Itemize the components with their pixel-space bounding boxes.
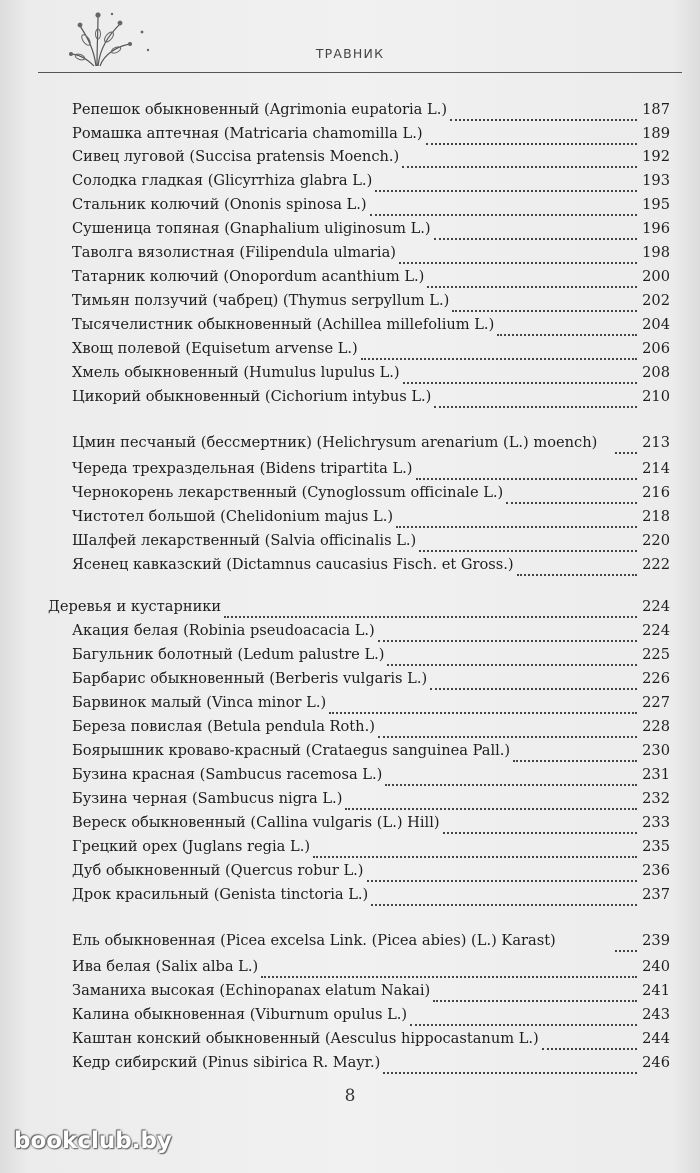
toc-entry-label: Дуб обыкновенный (Quercus robur L.) xyxy=(72,862,364,879)
dot-leader xyxy=(345,792,637,810)
toc-entry-page: 213 xyxy=(642,434,670,451)
toc-entry xyxy=(72,834,670,858)
toc-entry-label: Деревья и кустарники xyxy=(48,598,222,615)
toc-entry xyxy=(72,762,670,786)
dot-leader xyxy=(383,1056,637,1074)
toc-entry-page: 230 xyxy=(642,742,670,759)
toc-entry xyxy=(72,906,670,952)
toc-entry-page: 216 xyxy=(642,484,670,501)
dot-leader xyxy=(513,744,637,762)
toc-entry-page: 226 xyxy=(642,670,670,687)
dot-leader xyxy=(419,534,637,552)
toc-entry-page: 241 xyxy=(642,982,670,999)
dot-leader xyxy=(313,840,637,858)
toc-entry xyxy=(72,456,670,480)
toc-entry xyxy=(72,480,670,504)
toc-entry-label: Ясенец кавказский (Dictamnus caucasius Fisch. et Gross.) xyxy=(72,556,514,573)
toc-entry xyxy=(72,954,670,978)
toc-entry-page: 231 xyxy=(642,766,670,783)
toc-entry-label: Цикорий обыкновенный (Cichorium intybus L.) xyxy=(72,388,432,405)
toc-entry-label: Береза повислая (Betula pendula Roth.) xyxy=(72,718,375,735)
dot-leader xyxy=(427,270,637,288)
dot-leader xyxy=(434,390,637,408)
dot-leader xyxy=(443,816,637,834)
dot-leader xyxy=(410,1008,637,1026)
toc-entry-label: Ель обыкновенная (Picea excelsa Link. (Picea abies) (L.) Karast) xyxy=(72,932,556,949)
toc-entry xyxy=(72,264,670,288)
toc-entry-page: 224 xyxy=(642,598,670,615)
dot-leader xyxy=(615,436,637,454)
toc-entry-page: 187 xyxy=(642,101,670,118)
toc-entry-page: 214 xyxy=(642,460,670,477)
toc-entry-page: 232 xyxy=(642,790,670,807)
dot-leader xyxy=(399,246,637,264)
toc-entry-label: Калина обыкновенная (Viburnum opulus L.) xyxy=(72,1006,408,1023)
dot-leader xyxy=(416,462,638,480)
toc-entry xyxy=(72,288,670,312)
toc-entry xyxy=(72,690,670,714)
toc-entry-page: 200 xyxy=(642,268,670,285)
dot-leader xyxy=(261,960,637,978)
toc-entry-label: Чернокорень лекарственный (Cynoglossum officinale L.) xyxy=(72,484,504,501)
dot-leader xyxy=(378,624,637,642)
dot-leader xyxy=(517,558,637,576)
toc-entry-label: Тысячелистник обыкновенный (Achillea millefolium L.) xyxy=(72,316,495,333)
toc-entry-label: Барвинок малый (Vinca minor L.) xyxy=(72,694,327,711)
toc-entry-page: 202 xyxy=(642,292,670,309)
dot-leader xyxy=(450,103,637,121)
dot-leader xyxy=(387,648,637,666)
toc-entry-page: 210 xyxy=(642,388,670,405)
toc-entry-label: Барбарис обыкновенный (Berberis vulgaris L.) xyxy=(72,670,428,687)
toc-entry-page: 236 xyxy=(642,862,670,879)
toc-entry-label: Шалфей лекарственный (Salvia officinalis L.) xyxy=(72,532,417,549)
dot-leader xyxy=(361,342,637,360)
dot-leader xyxy=(615,934,637,952)
toc-entry-label: Таволга вязолистная (Filipendula ulmaria) xyxy=(72,244,396,261)
toc-entry-label: Багульник болотный (Ledum palustre L.) xyxy=(72,646,385,663)
toc-entry xyxy=(72,1002,670,1026)
toc-entry-page: 195 xyxy=(642,196,670,213)
toc-entry-page: 228 xyxy=(642,718,670,735)
toc-entry xyxy=(72,1026,670,1050)
toc-entry xyxy=(72,504,670,528)
toc-entry-label: Чистотел большой (Chelidonium majus L.) xyxy=(72,508,394,525)
toc-entry-label: Грецкий орех (Juglans regia L.) xyxy=(72,838,311,855)
toc-entry-label: Сивец луговой (Succisa pratensis Moench.) xyxy=(72,148,400,165)
toc-entry xyxy=(72,642,670,666)
toc-entry-page: 192 xyxy=(642,148,670,165)
dot-leader xyxy=(224,600,637,618)
toc-entry-label: Акация белая (Robinia pseudoacacia L.) xyxy=(72,622,375,639)
toc-entry xyxy=(72,528,670,552)
toc-entry xyxy=(72,240,670,264)
toc-entry-page: 225 xyxy=(642,646,670,663)
toc-entry xyxy=(72,360,670,384)
dot-leader xyxy=(329,696,637,714)
toc-entry xyxy=(72,666,670,690)
toc-entry xyxy=(72,384,670,408)
watermark-text: bookclub.by xyxy=(14,1128,172,1154)
toc-entry-page: 237 xyxy=(642,886,670,903)
toc-entry xyxy=(72,1050,670,1074)
toc-entry-label: Заманиха высокая (Echinopanax elatum Nakai) xyxy=(72,982,431,999)
toc-entry-label: Кедр сибирский (Pinus sibirica R. Mayr.) xyxy=(72,1054,381,1071)
toc-entry-label: Цмин песчаный (бессмертник) (Helichrysum arenarium (L.) moench) xyxy=(72,434,598,451)
toc-entry-label: Хвощ полевой (Equisetum arvense L.) xyxy=(72,340,358,357)
dot-leader xyxy=(433,984,637,1002)
toc-entry-page: 246 xyxy=(642,1054,670,1071)
toc-entry-label: Каштан конский обыкновенный (Aesculus hippocastanum L.) xyxy=(72,1030,539,1047)
toc-entry-page: 189 xyxy=(642,125,670,142)
toc-entry xyxy=(72,192,670,216)
toc-entry xyxy=(72,97,670,121)
dot-leader xyxy=(434,222,637,240)
toc-entry-label: Стальник колючий (Ononis spinosa L.) xyxy=(72,196,367,213)
toc-section-heading xyxy=(48,594,670,618)
dot-leader xyxy=(403,366,637,384)
toc-entry xyxy=(72,738,670,762)
toc-entry-page: 196 xyxy=(642,220,670,237)
toc-entry xyxy=(72,312,670,336)
dot-leader xyxy=(542,1032,637,1050)
toc-entry xyxy=(72,216,670,240)
toc-entry-label: Хмель обыкновенный (Humulus lupulus L.) xyxy=(72,364,400,381)
dot-leader xyxy=(378,720,637,738)
toc-entry-page: 208 xyxy=(642,364,670,381)
dot-leader xyxy=(430,672,637,690)
toc-entry xyxy=(72,786,670,810)
toc-entry-label: Дрок красильный (Genista tinctoria L.) xyxy=(72,886,369,903)
toc-entry-label: Вереск обыкновенный (Callina vulgaris (L.) Hill) xyxy=(72,814,440,831)
toc-entry xyxy=(72,714,670,738)
toc-entry-label: Череда трехраздельная (Bidens tripartita L.) xyxy=(72,460,413,477)
toc-entry xyxy=(72,552,670,576)
toc-entry-label: Тимьян ползучий (чабрец) (Thymus serpyllum L.) xyxy=(72,292,450,309)
dot-leader xyxy=(371,888,637,906)
toc-entry-page: 240 xyxy=(642,958,670,975)
running-header-title: ТРАВНИК xyxy=(315,46,385,61)
toc-entry-label: Бузина черная (Sambucus nigra L.) xyxy=(72,790,343,807)
dot-leader xyxy=(426,127,637,145)
toc-entry-page: 243 xyxy=(642,1006,670,1023)
toc-entry-page: 235 xyxy=(642,838,670,855)
toc-entry-label: Боярышник кроваво-красный (Crataegus sanguinea Pall.) xyxy=(72,742,511,759)
dot-leader xyxy=(497,318,637,336)
toc-entry xyxy=(72,810,670,834)
toc-entry-page: 220 xyxy=(642,532,670,549)
toc-entry xyxy=(72,144,670,168)
toc-entry xyxy=(72,882,670,906)
toc-entry xyxy=(72,978,670,1002)
dot-leader xyxy=(375,174,637,192)
toc-entry-page: 193 xyxy=(642,172,670,189)
dot-leader xyxy=(452,294,637,312)
toc-entry-page: 233 xyxy=(642,814,670,831)
dot-leader xyxy=(370,198,637,216)
toc-entry-label: Ива белая (Salix alba L.) xyxy=(72,958,259,975)
dot-leader xyxy=(506,486,637,504)
toc-entry xyxy=(72,408,670,454)
toc-entry-page: 204 xyxy=(642,316,670,333)
toc-entry-page: 227 xyxy=(642,694,670,711)
toc-entry-label: Сушеница топяная (Gnaphalium uliginosum L.) xyxy=(72,220,431,237)
toc-entry xyxy=(72,121,670,145)
toc-entry xyxy=(72,336,670,360)
toc-entry-page: 206 xyxy=(642,340,670,357)
toc-entry-label: Солодка гладкая (Glicyrrhiza glabra L.) xyxy=(72,172,373,189)
toc-entry xyxy=(72,618,670,642)
toc-entry xyxy=(72,858,670,882)
toc-entry-page: 218 xyxy=(642,508,670,525)
toc-entry-page: 198 xyxy=(642,244,670,261)
toc-entry-label: Ромашка аптечная (Matricaria chamomilla L.) xyxy=(72,125,423,142)
toc-entry-label: Бузина красная (Sambucus racemosa L.) xyxy=(72,766,383,783)
toc-entry-label: Татарник колючий (Onopordum acanthium L.) xyxy=(72,268,425,285)
toc-entry xyxy=(72,168,670,192)
dot-leader xyxy=(385,768,637,786)
dot-leader xyxy=(402,150,637,168)
toc-entry-label: Репешок обыкновенный (Agrimonia eupatoria L.) xyxy=(72,101,448,118)
toc-entry-page: 222 xyxy=(642,556,670,573)
toc-entry-page: 239 xyxy=(642,932,670,949)
toc-entry-page: 224 xyxy=(642,622,670,639)
dot-leader xyxy=(367,864,638,882)
dot-leader xyxy=(396,510,637,528)
toc-entry-page: 244 xyxy=(642,1030,670,1047)
page-number: 8 xyxy=(344,1086,356,1106)
